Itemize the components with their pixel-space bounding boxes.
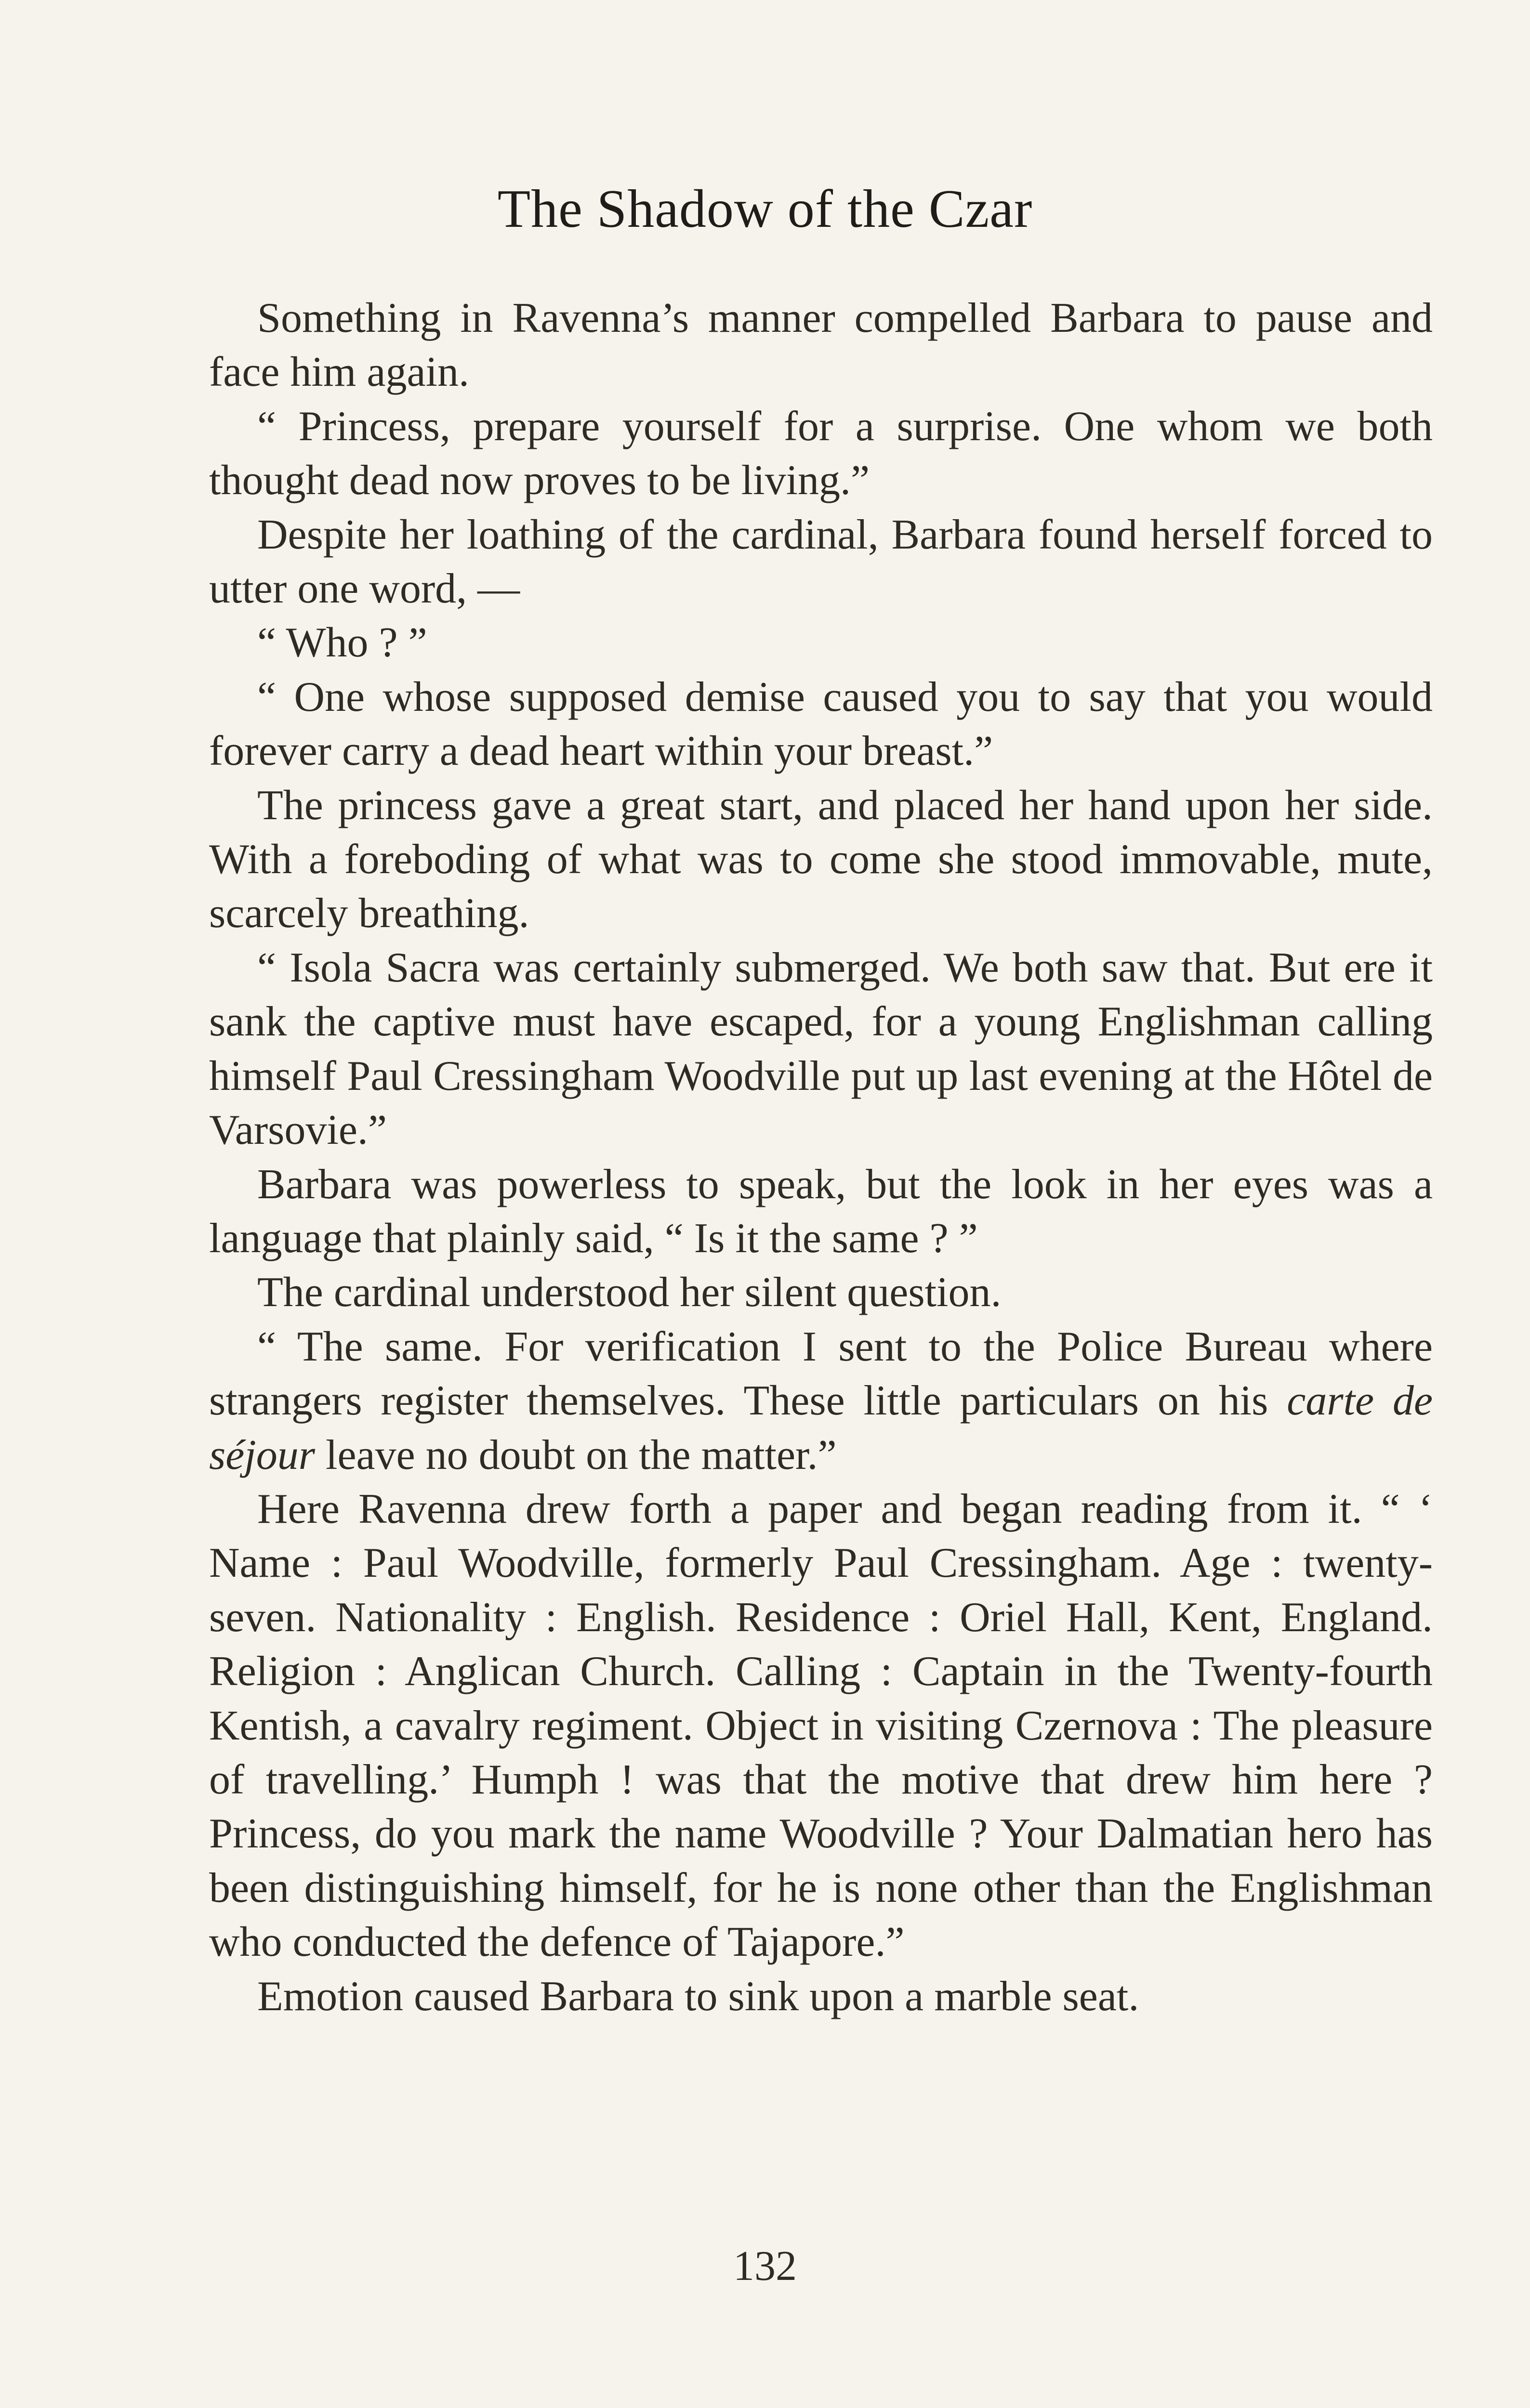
paragraph-5: “ One whose supposed demise caused you to say that you would forever carry a dead heart within your breast.” [209,673,1433,775]
paragraph-10-before: “ The same. For verification I sent to the Police Bureau where strangers register themselves. These little particulars on his [209,1323,1433,1425]
body-text [209,291,1433,2024]
paragraph-6: The princess gave a great start, and placed her hand upon her side. With a foreboding of what was to come she stood immovable, mute, scarcely breathing. [209,782,1433,937]
paragraph-10-after: leave no doubt on the matter.” [315,1431,837,1479]
paragraph-9: The cardinal understood her silent question. [257,1269,1002,1316]
paragraph-1: Something in Ravenna’s manner compelled Barbara to pause and face him again. [209,295,1433,396]
paragraph-12: Emotion caused Barbara to sink upon a marble seat. [257,1973,1139,2020]
page-number: 132 [733,2243,797,2290]
paragraph-7: “ Isola Sacra was certainly submerged. We both saw that. But ere it sank the captive must have escaped, for a young Englishman calling himself Paul Cressingham Woodville put up last evening at the Hôtel de Varsovie.” [209,944,1433,1154]
paragraph-10 [209,1320,1433,1482]
paragraph-3: Despite her loathing of the cardinal, Barbara found herself forced to utter one word, — [209,511,1433,613]
paragraph-8: Barbara was powerless to speak, but the look in her eyes was a language that plainly said, “ Is it the same ? ” [209,1161,1433,1262]
paragraph-11: Here Ravenna drew forth a paper and began reading from it. “ ‘ Name : Paul Woodville, formerly Paul Cressingham. Age : twenty-seven. Nationality : English. Residence : Oriel Hall, Kent, England. Religion : Anglican Church. Calling : Captain in the Twenty-fourth Kentish, a cavalry regiment. Object in visiting Czernova : The pleasure of travelling.’ Humph ! was that the motive that drew him here ? Princess, do you mark the name Woodville ? Your Dalmatian hero has been distinguishing himself, for he is none other than the Englishman who conducted the defence of Tajapore.” [209,1485,1433,1966]
running-head: The Shadow of the Czar [497,179,1033,239]
paragraph-4: “ Who ? ” [257,619,427,667]
paragraph-2: “ Princess, prepare yourself for a surprise. One whom we both thought dead now proves to be living.” [209,403,1433,504]
italic-phrase: carte de séjour [209,1377,1433,1479]
